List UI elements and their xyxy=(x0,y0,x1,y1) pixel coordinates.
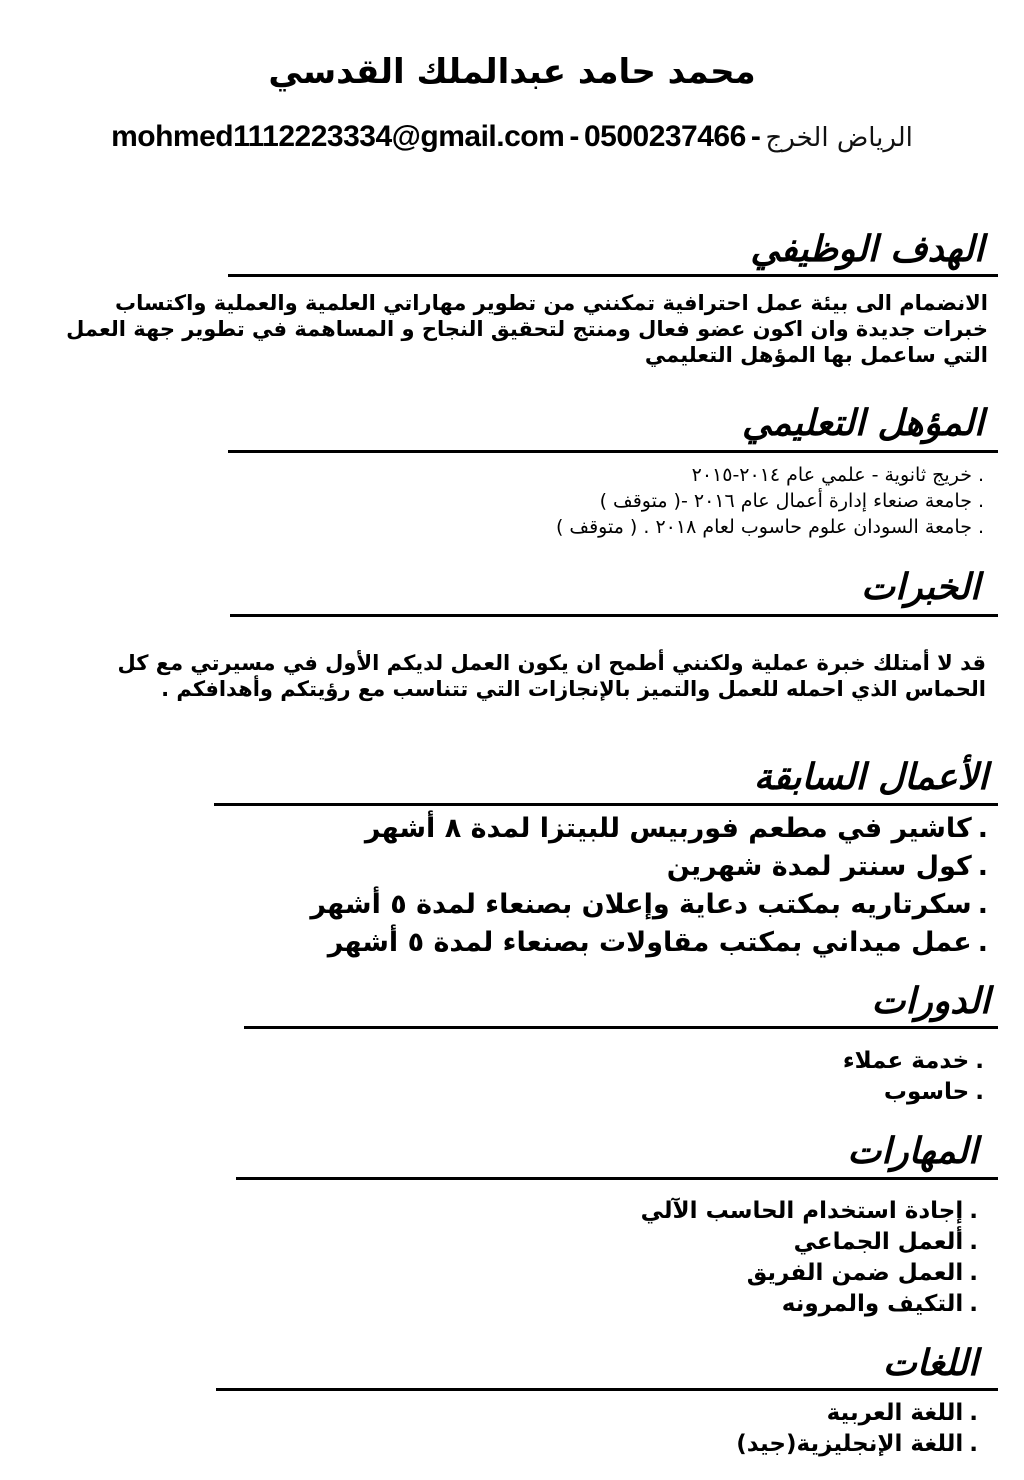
list-item: .خريج ثانوية - علمي عام ٢٠١٤-٢٠١٥ xyxy=(691,464,984,486)
list-item: .اللغة العربية xyxy=(826,1400,978,1426)
separator: - xyxy=(569,120,579,153)
list-item: .اللغة الإنجليزية(جيد) xyxy=(736,1431,978,1457)
phone-text: 0500237466 xyxy=(583,120,746,153)
divider xyxy=(244,1026,998,1029)
previous-work-list xyxy=(310,810,988,962)
list-item: .عمل ميداني بمكتب مقاولات بصنعاء لمدة ٥ أشهر xyxy=(327,927,988,958)
list-item: .سكرتاريه بمكتب دعاية وإعلان بصنعاء لمدة ٥ أشهر xyxy=(310,889,988,920)
city-text: الرياض الخرج xyxy=(765,123,913,153)
divider xyxy=(236,1177,998,1180)
list-item: .كاشير في مطعم فوربيس للبيتزا لمدة ٨ أشهر xyxy=(364,813,988,844)
list-item: .جامعة صنعاء إدارة أعمال عام ٢٠١٦ -( متوقف ) xyxy=(599,490,984,512)
section-title-objective: الهدف الوظيفي xyxy=(750,229,984,270)
contact-line xyxy=(0,120,1024,154)
list-item: .ألعمل الجماعي xyxy=(793,1229,978,1255)
divider xyxy=(214,803,998,806)
list-item: .كول سنتر لمدة شهرين xyxy=(666,851,988,882)
section-title-previous-work: الأعمال السابقة xyxy=(753,757,988,798)
list-item: .التكيف والمرونه xyxy=(781,1291,978,1317)
list-item: .إجادة استخدام الحاسب الآلي xyxy=(640,1198,978,1224)
list-item: .العمل ضمن الفريق xyxy=(746,1260,978,1286)
experience-text: قد لا أمتلك خبرة عملية ولكنني أطمح ان يكون العمل لديكم الأول في مسيرتي مع كل الحماس الذي احمله للعمل والتميز بالإنجازات التي تتناسب مع رؤيتكم وأهدافكم . xyxy=(117,651,986,701)
divider xyxy=(230,614,998,617)
education-list xyxy=(556,462,984,540)
section-title-experience: الخبرات xyxy=(861,567,980,608)
divider xyxy=(228,274,998,277)
courses-list xyxy=(843,1046,984,1108)
divider xyxy=(228,450,998,453)
objective-text: الانضمام الى بيئة عمل احترافية تمكنني من تطوير مهاراتي العلمية والعملية واكتساب خبرات جديدة وان اكون عضو فعال ومنتج لتحقيق النجاح و المساهمة في تطوير جهة العمل التي ساعمل بها المؤهل التعليمي xyxy=(66,291,988,367)
section-title-skills: المهارات xyxy=(847,1131,978,1172)
languages-list xyxy=(736,1398,978,1460)
divider xyxy=(216,1388,998,1391)
section-title-courses: الدورات xyxy=(871,981,990,1022)
applicant-name: محمد حامد عبدالملك القدسي xyxy=(268,52,756,92)
list-item: .حاسوب xyxy=(883,1079,984,1105)
list-item: .جامعة السودان علوم حاسوب لعام ٢٠١٨ . ( متوقف ) xyxy=(555,516,984,538)
email-text: mohmed1112223334@gmail.com xyxy=(111,120,565,153)
separator: - xyxy=(750,120,761,153)
skills-list xyxy=(641,1196,978,1320)
list-item: .خدمة عملاء xyxy=(842,1048,984,1074)
section-title-education: المؤهل التعليمي xyxy=(742,403,984,444)
section-title-languages: اللغات xyxy=(882,1343,978,1384)
